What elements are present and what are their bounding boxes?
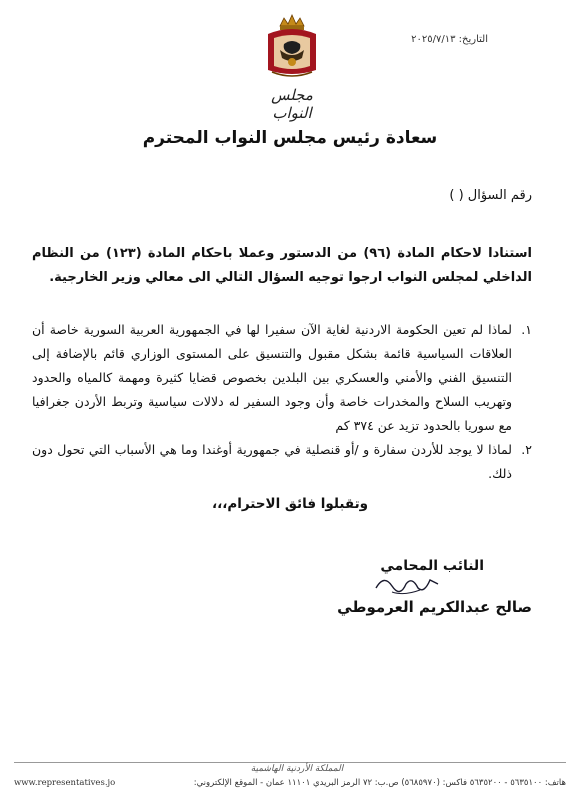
footer-contact-info: هاتف: ٥٦٣٥١٠٠ - ٥٦٣٥٢٠٠ فاكس: (٥٦٨٥٩٧٠) ص.ب: ٧٢ الرمز البريدي ١١١٠١ عمان - الموقع الإلكتروني: <box>193 778 566 788</box>
question-list <box>32 318 532 486</box>
footer-website-link[interactable]: www.representatives.jo <box>14 778 116 788</box>
question-item-number: ٢. <box>521 442 532 457</box>
question-item <box>32 438 532 486</box>
question-item-text: لماذا لم تعين الحكومة الاردنية لغاية الآن سفيرا لها في الجمهورية العربية السورية خاصة أن العلاقات السياسية قائمة بشكل مقبول والتنسيق على المستوى الوزاري قائم بالإضافة إلى التنسيق الفني والأمني والعسكري بين البلدين بخصوص قضايا كثيرة ومهمة كالمياه والحدود وتهريب السلاح والمخدرات خاصة وأن وجود السفير له دلالات سياسية وتربط الأردن جغرافيا مع سوريا بالحدود تزيد عن ٣٧٤ كم <box>32 322 512 433</box>
letter-date: التاريخ: ٢٠٢٥/٧/١٣ <box>411 34 488 45</box>
intro-paragraph: استنادا لاحكام المادة (٩٦) من الدستور وعملا باحكام المادة (١٢٣) من النظام الداخلي لمجلس النواب ارجوا توجيه السؤال التالي الى معالي وزير الخارجية. <box>32 246 532 285</box>
addressee-heading: سعادة رئيس مجلس النواب المحترم <box>142 128 438 148</box>
question-item-text: لماذا لا يوجد للأردن سفارة و /أو قنصلية في جمهورية أوغندا وما هي الأسباب التي تحول دون ذلك. <box>32 442 512 481</box>
footer-seal-text: المملكة الأردنية الهاشمية <box>250 764 344 774</box>
closing-line: وتقبلوا فائق الاحترام،،، <box>211 496 369 512</box>
footer <box>14 778 566 792</box>
jordan-coat-of-arms-icon <box>262 12 322 80</box>
parliament-logo-text: مجلس النواب <box>271 86 313 122</box>
question-item-number: ١. <box>521 322 532 337</box>
question-item <box>32 318 532 438</box>
question-number: رقم السؤال ( ) <box>449 188 532 203</box>
handwritten-signature <box>372 570 442 598</box>
footer-divider <box>14 762 566 763</box>
signatory-name: صالح عبدالكريم العرموطي <box>337 598 532 616</box>
signatory-title: النائب المحامي <box>380 558 484 574</box>
